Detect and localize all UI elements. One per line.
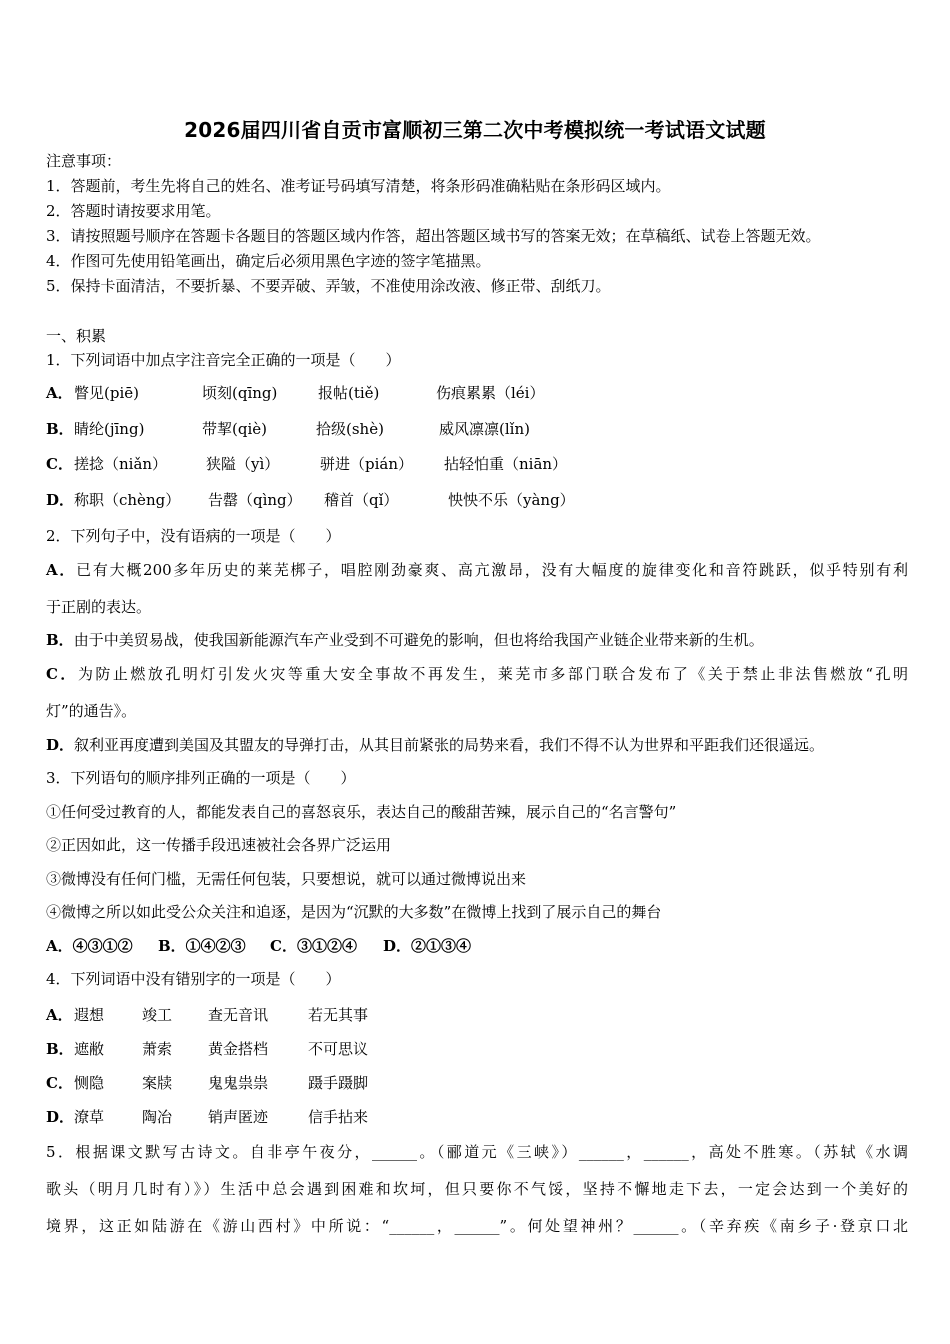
option-label: C． [46, 455, 73, 473]
option-label: A． [46, 1006, 73, 1024]
option-word: 陶冶 [142, 1108, 173, 1126]
option-word: 不可思议 [308, 1040, 369, 1058]
q3-option: B．①④②③ [158, 937, 246, 955]
notice-heading: 注意事项： [46, 152, 122, 170]
option-word: 萧索 [142, 1040, 173, 1058]
option-label: A． [46, 384, 73, 402]
q1-option-a [46, 383, 544, 403]
option-word: 睛纶(jīng) [74, 420, 145, 438]
option-word: 拈轻怕重（niān） [444, 455, 568, 473]
option-word: 鬼鬼祟祟 [208, 1074, 269, 1092]
notice-item: 1．答题前，考生先将自己的姓名、准考证号码填写清楚，将条形码准确粘贴在条形码区域内。 [46, 177, 671, 195]
option-word: 案牍 [142, 1074, 173, 1092]
q1-stem: 1．下列词语中加点字注音完全正确的一项是（ ） [46, 351, 401, 369]
option-word: 带挈(qiè) [202, 420, 267, 438]
q2-option-c-cont: 灯”的通告》。 [46, 702, 137, 720]
section-heading: 一、积累 [46, 327, 107, 345]
option-word: 蹑手蹑脚 [308, 1074, 369, 1092]
option-word: 销声匿迹 [208, 1108, 269, 1126]
option-text: 已有大概200多年历史的莱芜梆子，唱腔刚劲豪爽、高亢激昂，没有大幅度的旋律变化和音符跳跃，似乎特别有利 [76, 561, 908, 579]
q2-stem: 2．下列句子中，没有语病的一项是（ ） [46, 527, 341, 545]
option-label: A． [46, 561, 77, 579]
option-word: 威风凛凛(lǐn) [439, 420, 530, 438]
q4-option-c [46, 1073, 368, 1093]
notice-item: 3．请按照题号顺序在答题卡各题目的答题区域内作答，超出答题区域书写的答案无效；在草稿纸、试卷上答题无效。 [46, 227, 821, 245]
option-word: 黄金搭档 [208, 1040, 269, 1058]
exam-title: 2026届四川省自贡市富顺初三第二次中考模拟统一考试语文试题 [184, 118, 766, 142]
q5-line: 境界，这正如陆游在《游山西村》中所说：“______，______”。何处望神州？______。（辛弃疾《南乡子·登京口北 [46, 1217, 908, 1235]
option-word: 顷刻(qīng) [202, 384, 278, 402]
option-label: B． [46, 631, 74, 649]
q4-option-b [46, 1039, 368, 1059]
option-word: 狭隘（yì） [206, 455, 280, 473]
option-word: 信手拈来 [308, 1108, 369, 1126]
q4-option-d [46, 1107, 368, 1127]
option-text: 为防止燃放孔明灯引发火灾等重大安全事故不再发生，莱芜市多部门联合发布了《关于禁止非法售燃放“孔明 [77, 665, 908, 683]
option-text: 叙利亚再度遭到美国及其盟友的导弹打击，从其目前紧张的局势来看，我们不得不认为世界和平距我们还很遥远。 [74, 736, 825, 754]
q4-stem: 4．下列词语中没有错别字的一项是（ ） [46, 970, 341, 988]
option-word: 遮敝 [74, 1040, 105, 1058]
notice-item: 5．保持卡面清洁，不要折暴、不要弄破、弄皱，不准使用涂改液、修正带、刮纸刀。 [46, 277, 611, 295]
q5-line: 歌头（明月几时有）》）生活中总会遇到困难和坎坷，但只要你不气馁，坚持不懈地走下去，一定会达到一个美好的 [46, 1180, 908, 1198]
option-word: 称职（chèng） [74, 491, 181, 509]
q1-option-c [46, 454, 567, 474]
option-word: 恻隐 [74, 1074, 105, 1092]
q2-option-c [46, 664, 908, 684]
option-text: 由于中美贸易战，使我国新能源汽车产业受到不可避免的影响，但也将给我国产业链企业带来新的生机。 [73, 631, 764, 649]
option-word: 遐想 [74, 1006, 105, 1024]
option-word: 稽首（qǐ） [324, 491, 399, 509]
option-word: 搓捻（niǎn） [74, 455, 168, 473]
q2-option-a-cont: 于正剧的表达。 [46, 598, 152, 616]
option-word: 瞥见(piē) [74, 384, 139, 402]
q5-line: 5．根据课文默写古诗文。自非亭午夜分，______。（郦道元《三峡》）______，______，高处不胜寒。（苏轼《水调 [46, 1143, 908, 1161]
q1-option-d [46, 490, 575, 510]
notice-item: 2．答题时请按要求用笔。 [46, 202, 221, 220]
option-word: 若无其事 [308, 1006, 369, 1024]
option-label: D． [46, 736, 75, 754]
option-label: D． [46, 491, 75, 509]
q2-option-a [46, 560, 908, 580]
option-word: 竣工 [142, 1006, 173, 1024]
option-word: 怏怏不乐（yàng） [448, 491, 575, 509]
option-word: 潦草 [74, 1108, 105, 1126]
q3-sentence: ③微博没有任何门槛，无需任何包装，只要想说，就可以通过微博说出来 [46, 870, 527, 888]
q3-option: A．④③①② [46, 937, 133, 955]
q3-option: D．②①③④ [383, 937, 472, 955]
q1-option-b [46, 419, 530, 439]
q2-option-d [46, 735, 824, 755]
option-label: B． [46, 420, 74, 438]
option-label: C． [46, 665, 78, 683]
q2-option-b [46, 630, 764, 650]
q3-options [46, 936, 471, 956]
option-word: 伤痕累累（léi） [436, 384, 545, 402]
option-label: D． [46, 1108, 75, 1126]
option-label: C． [46, 1074, 73, 1092]
option-word: 骈进（pián） [320, 455, 414, 473]
q3-option: C．③①②④ [270, 937, 357, 955]
option-word: 拾级(shè) [316, 420, 384, 438]
q3-sentence: ①任何受过教育的人，都能发表自己的喜怒哀乐，表达自己的酸甜苦辣，展示自己的“名言警句” [46, 803, 677, 821]
q3-stem: 3．下列语句的顺序排列正确的一项是（ ） [46, 769, 356, 787]
option-label: B． [46, 1040, 74, 1058]
q3-sentence: ④微博之所以如此受公众关注和追逐，是因为“沉默的大多数”在微博上找到了展示自己的舞台 [46, 903, 662, 921]
notice-item: 4．作图可先使用铅笔画出，确定后必须用黑色字迹的签字笔描黑。 [46, 252, 491, 270]
option-word: 查无音讯 [208, 1006, 269, 1024]
q3-sentence: ②正因如此，这一传播手段迅速被社会各界广泛运用 [46, 836, 392, 854]
option-word: 告罄（qìng） [208, 491, 302, 509]
q4-option-a [46, 1005, 368, 1025]
option-word: 报帖(tiě) [318, 384, 380, 402]
